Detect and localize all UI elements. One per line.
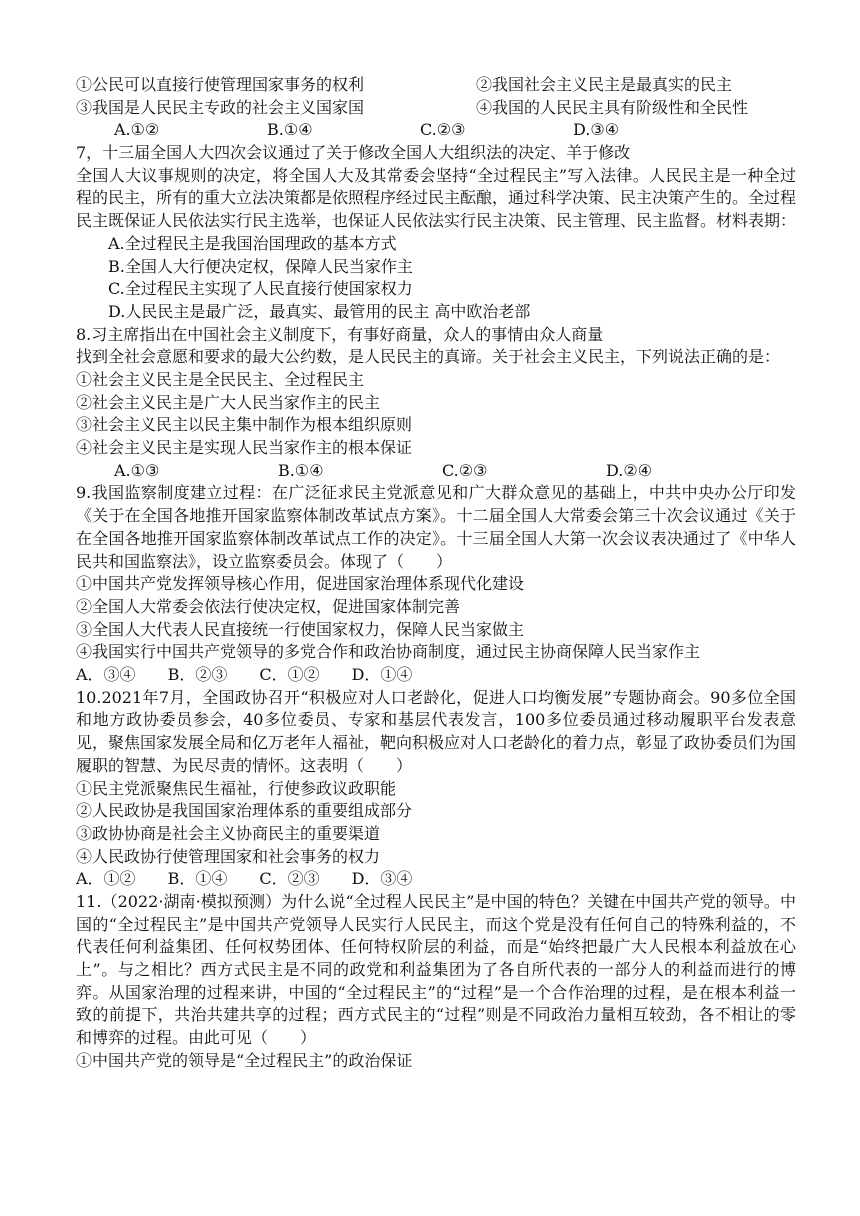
q10-statement-4: ④人民政协行使管理国家和社会事务的权力: [76, 846, 381, 866]
q6-option-b[interactable]: B.①④: [267, 120, 313, 140]
q8-options: [76, 460, 796, 483]
q7-option-a[interactable]: A.全过程民主是我国治国理政的基本方式: [108, 233, 397, 253]
q9-statement-4: ④我国实行中国共产党领导的多党合作和政治协商制度，通过民主协商保障人民当家作主: [76, 642, 701, 662]
q6-option-a[interactable]: A.①②: [114, 120, 160, 140]
q8-statement-2: ②社会主义民主是广大人民当家作主的民主: [76, 392, 381, 412]
q10-option-d[interactable]: D．③④: [351, 869, 413, 889]
q10-statement-2: ②人民政协是我国国家治理体系的重要组成部分: [76, 801, 413, 821]
q8-stem-line-1: 8.习主席指出在中国社会主义制度下，有事好商量，众人的事情由众人商量: [76, 324, 604, 344]
q8-statement-3: ③社会主义民主以民主集中制作为根本组织原则: [76, 415, 413, 435]
q6-statement-4: ④我国的人民民主具有阶级性和全民性: [476, 97, 749, 117]
q9-option-d[interactable]: D．①④: [351, 665, 413, 684]
q6-statements-row-1: [76, 74, 796, 97]
q6-options: [76, 119, 796, 142]
q8-option-d[interactable]: D.②④: [606, 460, 653, 480]
q6-statement-1: ①公民可以直接行使管理国家事务的权利: [76, 75, 365, 94]
q6-statements-row-2: [76, 97, 796, 120]
q9-option-a[interactable]: A．③④: [76, 665, 136, 684]
q10-options: [76, 868, 796, 891]
q9-stem: 9.我国监察制度建立过程：在广泛征求民主党派意见和广大群众意见的基础上，中共中央办公厅印发《关于在全国各地推开国家监察体制改革试点方案》。十二届全国人大常委会第三十次会议通过《关于在全国各地推开国家监察体制改革试点工作的决定》。十三届全国人大第一次会议表决通过了《中华人民共和国监察法》，设立监察委员会。体现了（ ）: [76, 483, 796, 571]
q7-option-d[interactable]: D.人民民主是最广泛，最真实、最管用的民主 高中欧治老部: [108, 301, 531, 321]
q8-stem-body: 找到全社会意愿和要求的最大公约数，是人民民主的真谛。关于社会主义民主，下列说法正确的是：: [76, 347, 781, 367]
q9-statement-1: ①中国共产党发挥领导核心作用，促进国家治理体系现代化建设: [76, 574, 525, 594]
q11-statement-1: ①中国共产党的领导是“全过程民主”的政治保证: [76, 1050, 413, 1070]
q6-statement-2: ②我国社会主义民主是最真实的民主: [476, 75, 733, 94]
q8-option-c[interactable]: C.②③: [442, 460, 488, 480]
q8-option-a[interactable]: A.①③: [114, 460, 160, 480]
q11-stem: 11.（2022·湖南·模拟预测）为什么说“全过程人民民主”是中国的特色？关键在中国共产党的领导。中国的“全过程民主”是中国共产党领导人民实行人民民主，而这个党是没有任何自己的特殊利益的，不代表任何利益集团、任何权势团体、任何特权阶层的利益，而是“始终把最广大人民根本利益放在心上”。与之相比？西方式民主是不同的政党和利益集团为了各自所代表的一部分人的利益而进行的博弈。从国家治理的过程来讲，中国的“全过程民主”的“过程”是一个合作治理的过程，是在根本利益一致的前提下，共治共建共享的过程；西方式民主的“过程”则是不同政治力量相互较劲，各不相让的零和博弈的过程。由此可见（ ）: [76, 891, 796, 1048]
exam-page: [76, 74, 796, 1073]
q9-options: [76, 664, 796, 687]
q7-option-b[interactable]: B.全国人大行便决定权，保障人民当家作主: [108, 256, 413, 276]
q8-option-b[interactable]: B.①④: [278, 460, 324, 480]
q7-stem-body: 全国人大议事规则的决定，将全国人大及其常委会坚持“全过程民主”写入法律。人民民主是一种全过程的民主，所有的重大立法决策都是依照程序经过民主酝酿，通过科学决策、民主决策产生的。全过程民主既保证人民依法实行民主选举，也保证人民依法实行民主决策、民主管理、民主监督。材料表期：: [76, 165, 797, 231]
q6-option-d[interactable]: D.③④: [573, 120, 620, 140]
q10-statement-1: ①民主党派聚焦民生福祉，行使参政议政职能: [76, 778, 397, 798]
q9-statement-2: ②全国人大常委会依法行使决定权，促进国家体制完善: [76, 596, 461, 616]
q8-statement-1: ①社会主义民主是全民民主、全过程民主: [76, 370, 365, 389]
q10-stem: 10.2021年7月，全国政协召开“积极应对人口老龄化，促进人口均衡发展”专题协商会。90多位全国和地方政协委员参会，40多位委员、专家和基层代表发言，100多位委员通过移动履职平台发表意见，聚焦国家发展全局和亿万老年人福祉，靶向积极应对人口老龄化的着力点，彰显了政协委员们为国履职的智慧、为民尽责的情怀。这表明（ ）: [76, 687, 797, 775]
q9-option-b[interactable]: B．②③: [167, 665, 228, 684]
q9-statement-3: ③全国人大代表人民直接统一行使国家权力，保障人民当家做主: [76, 619, 525, 639]
q10-option-c[interactable]: C．②③: [259, 869, 320, 889]
q10-statement-3: ③政协协商是社会主义协商民主的重要渠道: [76, 823, 381, 843]
q7-option-c[interactable]: C.全过程民主实现了人民直接行使国家权力: [108, 279, 413, 299]
q10-option-a[interactable]: A．①②: [76, 869, 136, 889]
q8-statement-4: ④社会主义民主是实现人民当家作主的根本保证: [76, 438, 413, 458]
q7-stem-line-1: 7，十三届全国人大四次会议通过了关于修改全国人大组织法的决定、羊于修改: [76, 143, 631, 163]
q10-option-b[interactable]: B．①④: [167, 869, 228, 889]
q6-option-c[interactable]: C.②③: [420, 120, 466, 140]
q6-statement-3: ③我国是人民民主专政的社会主义国家国: [76, 97, 365, 117]
q9-option-c[interactable]: C．①②: [259, 665, 320, 684]
